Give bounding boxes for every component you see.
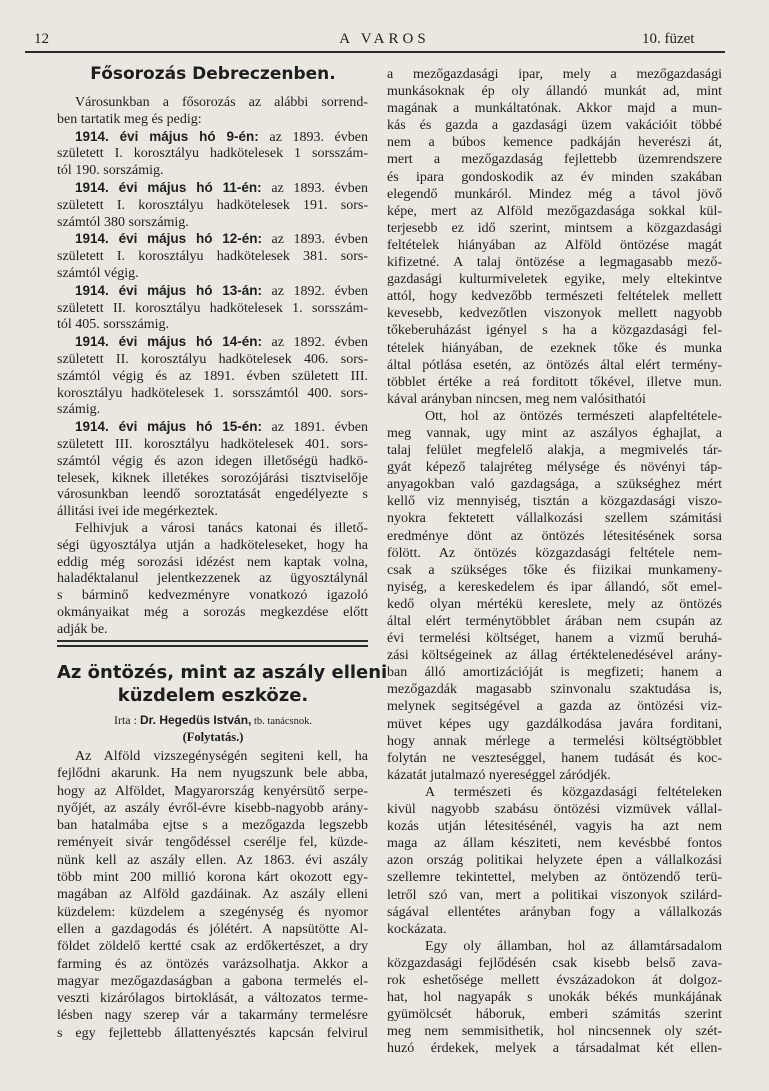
paragraph [57, 521, 368, 639]
text-line [57, 283, 368, 301]
line-text: haladéktalanul jelentkezzenek az ügyosztálynál [57, 571, 368, 587]
text-line [57, 852, 368, 869]
paragraph [57, 334, 368, 419]
line-text: rok eshetősége mellett évszázadokon át dolgoz- [387, 972, 722, 988]
text-line [387, 972, 722, 989]
text-line [57, 956, 368, 973]
page-number: 12 [34, 31, 49, 47]
text-line [57, 990, 368, 1007]
text-line [387, 305, 722, 322]
line-text: kedő olyan mértékü kereslete, mely az öntözés [387, 596, 722, 612]
text-line [387, 117, 722, 134]
line-text: A természeti és közgazdasági feltételeken [425, 784, 722, 800]
line-text: eddig még sorozási idézést nem kaptak volna, [57, 554, 368, 570]
text-line [57, 317, 368, 334]
text-line [57, 783, 368, 800]
line-text: veszti kizárólagos birtoklását, a változatos terme- [57, 991, 368, 1007]
article1-body [57, 95, 368, 639]
section-rule-top [57, 640, 368, 642]
line-text: telesek, kiknek illetékes sorozójárási tisztviselője [57, 470, 368, 486]
text-line [387, 271, 722, 288]
line-text: meg vannak, ugy mint az aszályos éghajlat, a [387, 425, 722, 441]
line-text: meg nem semmisithetik, hol nincsennek oly szét- [387, 1024, 722, 1040]
text-line [387, 545, 722, 562]
line-text: a mezőgazdasági ipar, mely a mezőgazdasági [387, 67, 722, 82]
line-text: tól 405. sorsszámig. [57, 317, 169, 333]
text-line [57, 521, 368, 538]
text-line [57, 588, 368, 605]
line-text: feltételek hiányában az Alföld öntözése magát [387, 237, 722, 253]
text-line [387, 664, 722, 681]
text-line [387, 476, 722, 493]
text-line [387, 391, 722, 408]
line-text: ben tartatik meg és pedig: [57, 111, 202, 127]
author-name: Dr. Hegedüs István, [139, 713, 252, 727]
line-text: kivül nagyobb szabásu öntözési vizmüvek vállal- [387, 802, 722, 818]
text-line [387, 716, 722, 733]
text-line [387, 767, 722, 784]
line-text: városunkban leendő soroztatását engedélyezte s [57, 487, 368, 503]
text-line [57, 504, 368, 521]
text-line [57, 369, 368, 386]
line-text: többlet értéke a reá forditott tőkével, illetve mun. [387, 374, 722, 390]
line-text: magyar mezőgazdaságban a gabona termelés el- [57, 973, 368, 989]
line-text: ségi ügyosztálya utján a hadköteleseket, hogy ha [57, 537, 368, 553]
text-line [57, 538, 368, 555]
text-line [387, 66, 722, 83]
line-text: nem a búbos kemence padkáján heverészi át, [387, 135, 722, 151]
line-text: letről szó van, mert a politikai viszonyok szilárd- [387, 887, 722, 903]
line-text: született I. korosztályu hadkötelesek 191. sors- [57, 197, 368, 213]
header-rule [25, 51, 725, 53]
line-text: az 1891. évben [262, 420, 369, 436]
line-text: az 1893. évben [258, 129, 368, 145]
text-line [387, 887, 722, 904]
line-text: született II. korosztályu hadkötelesek 1. sorsszám- [57, 300, 368, 316]
date-heading: 1914. évi május hó 12-én: [75, 231, 263, 247]
text-line [57, 834, 368, 851]
line-text: tételek hiányában, de ezeknek tőke és munka [387, 340, 722, 356]
text-line [387, 186, 722, 203]
line-text: számig. [57, 402, 101, 418]
text-line [387, 647, 722, 664]
text-line [57, 215, 368, 232]
text-line [387, 852, 722, 869]
line-text: több mint 200 millió korona kárt okozott egy- [57, 870, 368, 886]
text-line [57, 622, 368, 639]
line-text: tőkeberuházást igényel s ha a közgazdasági fel- [387, 323, 722, 339]
text-line [57, 334, 368, 352]
line-text: adják be. [57, 621, 108, 637]
text-line [57, 95, 368, 112]
line-text: kával arányban nincsen, meg nem valósithatói [387, 391, 646, 407]
line-text: kevesebb, kedvezőtlen viszonyok mellett nagyobb [387, 306, 722, 322]
text-line [57, 869, 368, 886]
text-line [57, 921, 368, 938]
line-text: számtól 380 sorszámig. [57, 214, 189, 230]
text-line [387, 1040, 722, 1057]
date-heading: 1914. évi május hó 15-én: [75, 419, 263, 435]
text-line [57, 1007, 368, 1024]
line-text: gyát képező talajréteg mélysége és növényi táp- [387, 460, 722, 476]
text-line [387, 459, 722, 476]
line-text: folytán ne veszteséggel, hanem tudását és koc- [387, 750, 722, 766]
line-text: Az Alföld vizszegénységén segiteni kell, ha [75, 749, 368, 764]
line-text: született I. korosztályu hadkötelesek 1 sorsszám- [57, 146, 368, 162]
text-line [387, 374, 722, 391]
text-line [387, 237, 722, 254]
text-line [57, 973, 368, 990]
text-line [57, 555, 368, 572]
line-text: állitási ivei ide megérkeztek. [57, 504, 218, 520]
article2-byline [57, 713, 369, 728]
line-text: fölött. Az öntözés közgazdasági feltétele nem- [387, 545, 722, 561]
paragraph [57, 129, 368, 180]
text-line [57, 301, 368, 318]
text-line [387, 83, 722, 100]
line-text: terjesebb ez idő szerint, mintsem a közgazdasági [387, 220, 722, 236]
line-text: nyiség, a kereskedelem és ipar állandó, sőt emel- [387, 579, 722, 595]
date-heading: 1914. évi május hó 14-én: [75, 334, 263, 350]
line-text: évi termelési költséget, hanem a vizmű beruhá- [387, 631, 722, 647]
journal-title: A VAROS [339, 31, 430, 47]
line-text: küzdelem: küzdelem a szegénység és nyomor [57, 904, 368, 920]
line-text: földet zöldelő kertté csak az erdőkertészet, a dry [57, 939, 368, 955]
text-line [57, 198, 368, 215]
text-line [387, 100, 722, 117]
date-heading: 1914. évi május hó 13-án: [75, 282, 263, 298]
text-line [57, 817, 368, 834]
line-text: talaj felület megfelelő alakja, a megmivelés tár- [387, 443, 722, 459]
issue-label: 10. füzet [642, 31, 695, 47]
line-text: által elért terménytöbblet árában nem csupán az [387, 614, 722, 629]
line-text: az 1892. évben [262, 335, 369, 351]
date-heading: 1914. évi május hó 9-én: [75, 128, 259, 144]
line-text: kázatát jutalmazó nyereséggel záródjék. [387, 767, 611, 783]
line-text: nünk kell az aszály ellen. Az 1863. évi aszály [57, 852, 368, 868]
line-text: Ott, hol az öntözés természeti alapfeltétele- [425, 408, 722, 424]
line-text: mert a mezőgazdaság fejlettebb üzemrendszere [387, 152, 722, 168]
text-line [387, 869, 722, 886]
text-line [57, 146, 368, 163]
date-heading: 1914. évi május hó 11-én: [75, 179, 262, 195]
line-text: számtól végig és azon idegen illetőségü hadkö- [57, 453, 368, 469]
text-line [387, 510, 722, 527]
line-text: munkásoknak ép oly állandó munkát ad, mint [387, 84, 722, 100]
line-text: az 1893. évben [261, 180, 368, 196]
line-text: Egy oly államban, hol az államtársadalom [425, 938, 722, 954]
text-line [387, 288, 722, 305]
line-text: gyümölcsét háboruk, emberi számitás szerint [387, 1007, 722, 1023]
line-text: született I. korosztályu hadkötelesek 381. sors- [57, 249, 368, 265]
line-text: lésben nagy szerep vár a takarmány termelésre [57, 1008, 368, 1024]
line-text: közgazdasági fejlődésén csak kisebb belső zava- [387, 955, 722, 971]
article2-title-line1: Az öntözés, mint az aszály elleni [57, 662, 388, 683]
line-text: kás és gazda a gazdasági üzem vakációit többé [387, 118, 722, 134]
paragraph [387, 408, 722, 784]
text-line [387, 921, 722, 938]
text-line [387, 613, 722, 630]
line-text: eredménye dönt az öntözés létesitésének sorsa [387, 528, 722, 544]
line-text: s egy fejlettebb állattenyésztés kapcsán felvirul [57, 1025, 368, 1041]
text-line [387, 938, 722, 955]
line-text: huzó érdekek, melyek a társadalmat két ellen- [387, 1041, 722, 1057]
paragraph [57, 95, 368, 129]
text-line [57, 938, 368, 955]
text-line [57, 352, 368, 369]
text-line [387, 955, 722, 972]
text-line [387, 596, 722, 613]
line-text: született II. korosztályu hadkötelesek 406. sors- [57, 351, 368, 367]
line-text: okmányaikat még a sorozás megkezdése előtt [57, 604, 368, 620]
text-line [387, 818, 722, 835]
line-text: fejlődni akarunk. Ha nem nyugszunk bele abba, [57, 766, 368, 782]
paragraph [57, 748, 368, 1042]
text-line [387, 151, 722, 168]
text-line [57, 800, 368, 817]
text-line [387, 904, 722, 921]
text-line [57, 904, 368, 921]
text-line [387, 528, 722, 545]
text-line [387, 562, 722, 579]
text-line [387, 784, 722, 801]
text-line [387, 835, 722, 852]
text-line [57, 471, 368, 488]
byline-prefix: Irta : [113, 713, 140, 727]
text-line [387, 630, 722, 647]
article2-title-line2: küzdelem eszköze. [117, 685, 309, 706]
line-text: müvet képes ugy gazdálkodása javára forditani, [387, 716, 722, 732]
text-line [387, 203, 722, 220]
text-line [387, 340, 722, 357]
text-line [387, 989, 722, 1006]
line-text: azon ország politikai helyzete épen a vállalkozási [387, 853, 722, 869]
line-text: mezőgazdák magasabb szinvonalu szaktudása is, [387, 682, 722, 698]
line-text: anyagokban való gazdagsága, a szükséghez mért [387, 477, 722, 493]
line-text: Felhivjuk a városi tanács katonai és illető- [75, 520, 368, 536]
continued-label: (Folytatás.) [182, 730, 244, 744]
article2-right-body [387, 66, 722, 1057]
line-text: ban álló amortizációját is megfizeti; hanem a [387, 665, 722, 681]
text-line [57, 748, 368, 765]
line-text: Városunkban a fősorozás az alábbi sorrend- [75, 95, 368, 110]
line-text: kifizetné. A talaj öntözése a legmagasabb mező- [387, 255, 722, 271]
text-line [387, 579, 722, 596]
text-line [57, 1025, 368, 1042]
text-line [387, 322, 722, 339]
text-line [57, 386, 368, 403]
text-line [57, 163, 368, 180]
line-text: ban hatalmába ejtse s a mezőgazda legszebb [57, 818, 368, 834]
line-text: kockázata. [387, 921, 447, 937]
paragraph [387, 66, 722, 408]
text-line [57, 605, 368, 622]
text-line [57, 249, 368, 266]
line-text: az 1892. évben [262, 283, 369, 299]
paragraph [57, 283, 368, 334]
line-text: farming és az öntözés varázsolhatja. Akkor a [57, 956, 368, 972]
line-text: szellemre tekintettel, melyben az öntözendő terü- [387, 870, 722, 886]
text-line [57, 765, 368, 782]
text-line [57, 419, 368, 437]
line-text: nyokra fektetett vállalkozási szellem számitási [387, 511, 722, 527]
line-text: gazdasági kulturmiveletek egyike, mely eltekintve [387, 272, 722, 288]
paragraph [387, 938, 722, 1058]
line-text: elegendő munkáról. Mindez még a távol jövő [387, 186, 722, 202]
text-line [387, 169, 722, 186]
text-line [387, 1006, 722, 1023]
text-line [387, 681, 722, 698]
text-line [387, 254, 722, 271]
line-text: kellő viz mennyiség, tisztán a közgazdasági viszo- [387, 494, 722, 510]
text-line [387, 220, 722, 237]
section-rule-bottom [57, 645, 368, 647]
text-line [387, 750, 722, 767]
line-text: tól 190. sorszámig. [57, 163, 164, 179]
text-line [57, 266, 368, 283]
line-text: magának a munkáltatónak. Akkor majd a mun- [387, 101, 722, 117]
text-line [57, 180, 368, 198]
text-line [387, 733, 722, 750]
text-line [57, 454, 368, 471]
line-text: kozás utján létesitésénél, vagyis ha azt nem [387, 819, 722, 835]
line-text: maga az állam késziteti, nem kevésbbé fontos [387, 836, 722, 852]
text-line [57, 487, 368, 504]
text-line [57, 129, 368, 147]
line-text: hogy az Alföldet, Magyarország kenyérsütő serpe- [57, 783, 368, 799]
line-text: melynek segitségével a gazda az öntözési viz- [387, 699, 722, 715]
line-text: reményeit sivár tengődéssel cserélje fel, küzde- [57, 835, 368, 851]
paragraph [57, 180, 368, 231]
paragraph [57, 419, 368, 521]
line-text: számtól végig és az 1891. évben született III. [57, 368, 368, 384]
line-text: ságával ellentétes arányban fogy a vállalkozás [387, 904, 722, 920]
text-line [387, 357, 722, 374]
line-text: attól, hogy kedvezőbb természeti feltételek mellett [387, 289, 722, 305]
article2-left-body [57, 748, 368, 1042]
line-text: ellen a gazdagodás és jólétért. A napsütötte Al- [57, 921, 368, 937]
line-text: született III. korosztályu hadkötelesek 401. sors- [57, 436, 368, 452]
paragraph [387, 784, 722, 938]
text-line [57, 437, 368, 454]
text-line [387, 134, 722, 151]
text-line [57, 886, 368, 903]
text-line [387, 408, 722, 425]
line-text: s bárminő kedvezményre vonatkozó igazoló [57, 588, 368, 604]
text-line [57, 231, 368, 249]
author-title: tb. tanácsnok. [251, 716, 313, 727]
line-text: magában az Alföld gazdáinak. Az aszály elleni [57, 887, 368, 903]
text-line [57, 112, 368, 129]
text-line [387, 493, 722, 510]
text-line [387, 1023, 722, 1040]
line-text: az 1893. évben [262, 232, 369, 248]
text-line [57, 402, 368, 419]
line-text: csak a szükséges tőke és fiizikai munkameny- [387, 562, 722, 578]
line-text: zási költségeinek az állag értéktelenedésével arány- [387, 648, 722, 664]
text-line [387, 801, 722, 818]
line-text: nyőjét, az aszály évről-évre kisebb-nagyobb arány- [57, 800, 368, 816]
line-text: által pótlása esetén, az öntözés által elért termény- [387, 357, 722, 373]
line-text: hogy annak mérlege a termelési költségtöbblet [387, 733, 722, 749]
line-text: hat, hol nagyapák s unokák békés munkájának [387, 990, 722, 1006]
line-text: korosztályu hadkötelesek 1. sorsszámtól 400. sors- [57, 385, 368, 401]
line-text: képe, mert az Alföld mezőgazdasága sokkal kül- [387, 203, 722, 219]
article1-title: Fősorozás Debreczenben. [90, 64, 336, 84]
line-text: és ipara gondoskodik az év minden szakában [387, 169, 722, 185]
text-line [57, 571, 368, 588]
text-line [387, 425, 722, 442]
text-line [387, 442, 722, 459]
text-line [387, 698, 722, 715]
paragraph [57, 231, 368, 282]
line-text: számtól végig. [57, 265, 139, 281]
